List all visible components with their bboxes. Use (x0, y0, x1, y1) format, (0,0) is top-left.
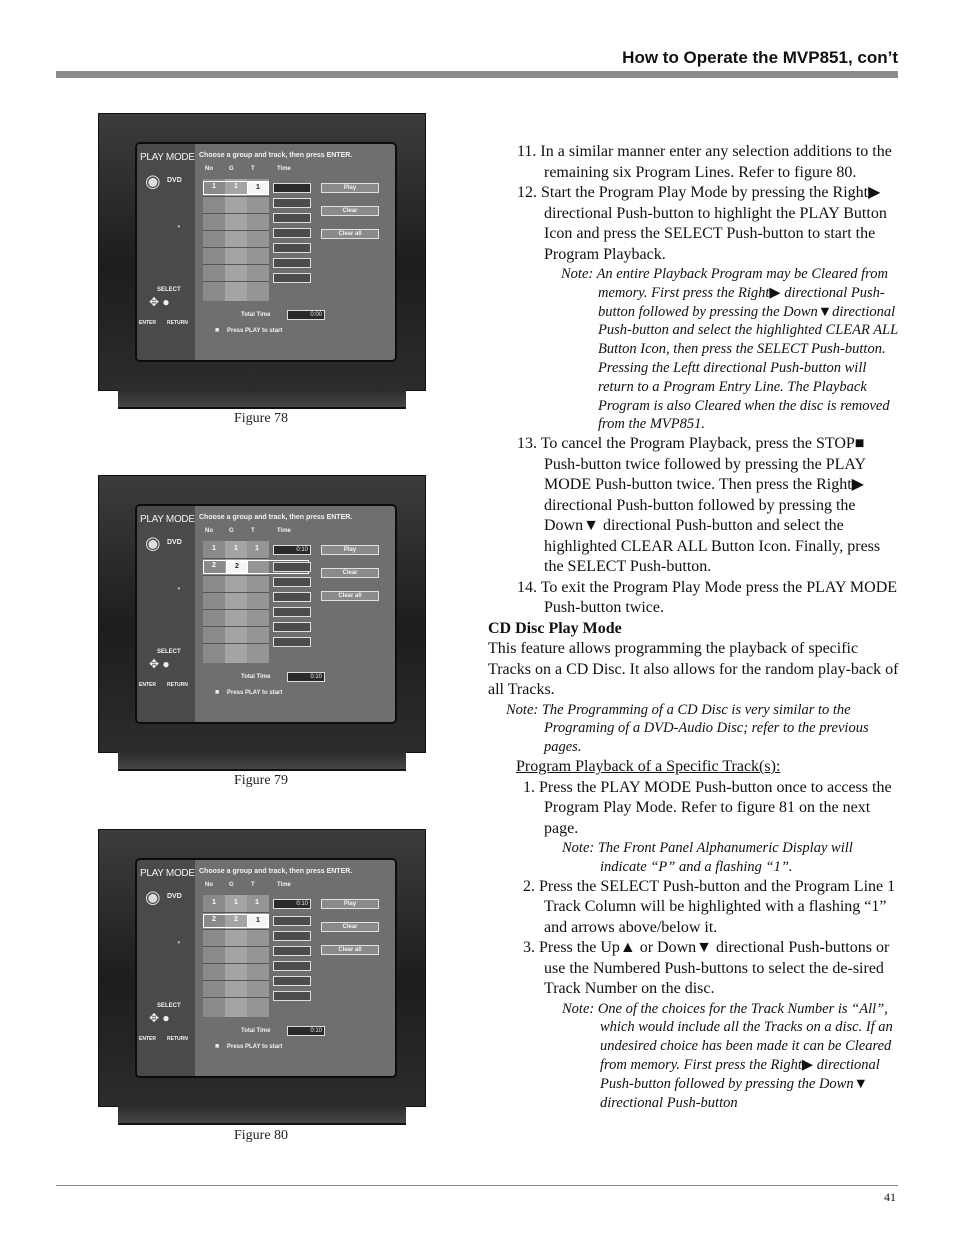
time-cell (273, 961, 311, 971)
screen-mode-label: PLAY MODE (140, 152, 195, 163)
row-highlight-frame (203, 914, 269, 928)
total-time-label: Total Time (241, 674, 271, 680)
section-note: Note: The Programming of a CD Disc is very similar to the Programing of a DVD-Audio Disc; refer to the previous pages. (506, 701, 869, 756)
col-no: No (205, 166, 213, 172)
dpad-icon: ✥ ● (149, 1011, 170, 1025)
clear-button-icon: Clear (321, 922, 379, 932)
row2-no: 2 (212, 916, 216, 923)
grid-line (203, 912, 269, 913)
select-label: SELECT (157, 1003, 181, 1009)
time-cell (273, 577, 311, 587)
return-label: RETURN (167, 320, 188, 326)
disc-tag: DVD (167, 893, 182, 900)
cd-step-3: 3. Press the Up▲ or Down▼ directional Push-buttons or use the Numbered Push-buttons to select the de-sired Track Number on the disc. (523, 939, 890, 998)
row2-t: 1 (247, 915, 269, 927)
figure-caption: Figure 79 (234, 773, 289, 788)
figure-79-tv (98, 475, 426, 769)
tv-bezel (98, 475, 426, 753)
time-cell (273, 946, 311, 956)
grid-col-g (225, 179, 247, 301)
time-cell (273, 198, 311, 208)
screen-instruction: Choose a group and track, then press ENTER. (199, 514, 353, 521)
total-time-value: 0:00 (287, 310, 325, 320)
page-number: 41 (884, 1190, 896, 1204)
figure-caption: Figure 80 (234, 1128, 289, 1143)
total-time-value: 0:10 (287, 1026, 325, 1036)
text-column (488, 142, 900, 1112)
grid-col-t (247, 179, 269, 301)
time-cell (273, 607, 311, 617)
row-highlight-frame (203, 181, 269, 195)
dpad-icon: ✥ ● (149, 295, 170, 309)
dpad-icon: ✥ ● (149, 657, 170, 671)
enter-label: ENTER (139, 1036, 156, 1042)
disc-tag: DVD (167, 177, 182, 184)
screen-instruction: Choose a group and track, then press ENTER. (199, 868, 353, 875)
grid-col-no (203, 179, 225, 301)
clear-button-icon: Clear (321, 206, 379, 216)
disc-icon: ◉ (145, 887, 161, 907)
screen-instruction: Choose a group and track, then press ENTER. (199, 152, 353, 159)
grid-line (203, 946, 269, 947)
row2-g: 2 (226, 561, 248, 573)
row1-time (273, 183, 311, 193)
time-cell (273, 243, 311, 253)
figure-caption: Figure 78 (234, 411, 289, 426)
clear-all-button-icon: Clear all (321, 591, 379, 601)
cd-step-2: 2. Press the SELECT Push-button and the Program Line 1 Track Column will be highlighted with a flashing “1” and arrows above/below it. (523, 877, 896, 936)
row1-time: 0:10 (273, 545, 311, 555)
time-cell (273, 273, 311, 283)
time-cell (273, 637, 311, 647)
grid-line (203, 575, 269, 576)
figure-80-tv (98, 829, 426, 1123)
dot-icon: ● (177, 940, 181, 946)
clear-all-button-icon: Clear all (321, 229, 379, 239)
time-cell (273, 991, 311, 1001)
col-time: Time (277, 166, 291, 172)
footer-rule (56, 1185, 898, 1186)
tv-screen (135, 142, 397, 362)
time-cell (273, 976, 311, 986)
program-grid (203, 179, 269, 301)
grid-line (203, 997, 269, 998)
grid-line (203, 592, 269, 593)
row1-no: 1 (212, 545, 216, 552)
row1-no: 1 (212, 899, 216, 906)
screen-hint: Press PLAY to start (227, 690, 283, 696)
grid-line (203, 281, 269, 282)
section-paragraph: This feature allows programming the playback of specific Tracks on a CD Disc. It also allows for the random play-back of all Tracks. (488, 640, 899, 699)
row1-g: 1 (234, 545, 238, 552)
figure-78-tv (98, 113, 426, 407)
play-button-icon: Play (321, 899, 379, 909)
grid-line (203, 558, 269, 559)
grid-line (203, 980, 269, 981)
row1-g: 1 (234, 899, 238, 906)
note-clear-program: Note: An entire Playback Program may be Cleared from memory. First press the Right▶ directional Push-button followed by pressing the Down▼directional Push-button and select the highlighted CLEAR ALL Button Icon, then press the SELECT Push-button. Pressing the Leftt directional Push-button will return to a Program Entry Line. The Playback Program is also Cleared when the disc is removed from the MVP851. (561, 266, 898, 433)
col-g: G (229, 166, 234, 172)
step-14: 14. To exit the Program Play Mode press the PLAY MODE Push-button twice. (517, 578, 898, 617)
tv-screen (135, 504, 397, 724)
time-cell (273, 213, 311, 223)
tv-bezel (98, 829, 426, 1107)
grid-line (203, 626, 269, 627)
col-time: Time (277, 882, 291, 888)
play-button-icon: Play (321, 183, 379, 193)
step-11: 11. In a similar manner enter any selection additions to the remaining six Program Lines. Refer to figure 80. (517, 143, 892, 181)
row1-time: 0:10 (273, 899, 311, 909)
col-no: No (205, 528, 213, 534)
enter-label: ENTER (139, 320, 156, 326)
return-label: RETURN (167, 1036, 188, 1042)
row1-g: 1 (234, 183, 238, 190)
row1-t: 1 (255, 545, 259, 552)
grid-line (203, 929, 269, 930)
dot-icon: ● (177, 224, 181, 230)
disc-tag: DVD (167, 539, 182, 546)
step-13: 13. To cancel the Program Playback, press the STOP■ Push-button twice followed by pressing the PLAY MODE Push-button twice. Then press the Right▶ directional Push-button followed by pressing the Down▼ directional Push-button and select the highlighted CLEAR ALL Button Icon. Finally, press the SELECT Push-button. (517, 435, 881, 576)
page-header-title: How to Operate the MVP851, con’t (622, 48, 898, 67)
time-cell (273, 622, 311, 632)
disc-icon: ◉ (145, 171, 161, 191)
header-rule (56, 71, 898, 78)
stop-icon: ■ (215, 327, 220, 334)
cd-note-3: Note: One of the choices for the Track Number is “All”, which would include all the Tracks on a disc. If an undesired choice has been made it can be Cleared from memory. First press the Right▶ directional Push-button followed by pressing the Down▼ directional Push-button (562, 1000, 893, 1111)
time-cell (273, 562, 311, 572)
time-cell (273, 592, 311, 602)
grid-line (203, 609, 269, 610)
grid-line (203, 213, 269, 214)
section-title: CD Disc Play Mode (488, 619, 622, 637)
col-time: Time (277, 528, 291, 534)
col-no: No (205, 882, 213, 888)
subsection-title: Program Playback of a Specific Track(s): (516, 758, 781, 776)
time-cell (273, 931, 311, 941)
cd-step-1: 1. Press the PLAY MODE Push-button once to access the Program Play Mode. Refer to figure 81 on the next page. (523, 778, 892, 837)
screen-mode-label: PLAY MODE (140, 514, 195, 525)
time-cell (273, 916, 311, 926)
col-t: T (251, 882, 255, 888)
row1-t: 1 (247, 182, 269, 194)
col-t: T (251, 528, 255, 534)
tv-stand (118, 389, 406, 409)
screen-mode-label: PLAY MODE (140, 868, 195, 879)
total-time-value: 0:10 (287, 672, 325, 682)
row1-no: 1 (212, 183, 216, 190)
stop-icon: ■ (215, 689, 220, 696)
total-time-label: Total Time (241, 312, 271, 318)
select-label: SELECT (157, 287, 181, 293)
screen-hint: Press PLAY to start (227, 328, 283, 334)
tv-screen (135, 858, 397, 1078)
grid-line (203, 196, 269, 197)
row1-t: 1 (255, 899, 259, 906)
col-g: G (229, 528, 234, 534)
grid-line (203, 963, 269, 964)
screen-hint: Press PLAY to start (227, 1044, 283, 1050)
disc-icon: ◉ (145, 533, 161, 553)
tv-stand (118, 751, 406, 771)
play-button-icon: Play (321, 545, 379, 555)
col-t: T (251, 166, 255, 172)
dot-icon: ● (177, 586, 181, 592)
clear-button-icon: Clear (321, 568, 379, 578)
time-cell (273, 228, 311, 238)
grid-line (203, 230, 269, 231)
tv-bezel (98, 113, 426, 391)
stop-icon: ■ (215, 1043, 220, 1050)
time-cell (273, 258, 311, 268)
return-label: RETURN (167, 682, 188, 688)
row2-g: 2 (234, 916, 238, 923)
total-time-label: Total Time (241, 1028, 271, 1034)
tv-stand (118, 1105, 406, 1125)
clear-all-button-icon: Clear all (321, 945, 379, 955)
row2-no: 2 (212, 562, 216, 569)
cd-note-1: Note: The Front Panel Alphanumeric Display will indicate “P” and a flashing “1”. (562, 840, 853, 875)
enter-label: ENTER (139, 682, 156, 688)
grid-line (203, 247, 269, 248)
step-12: 12. Start the Program Play Mode by pressing the Right▶ directional Push-button to highlight the PLAY Button Icon and press the SELECT Push-button to start the Program Playback. (517, 184, 887, 263)
grid-line (203, 643, 269, 644)
grid-line (203, 264, 269, 265)
col-g: G (229, 882, 234, 888)
select-label: SELECT (157, 649, 181, 655)
